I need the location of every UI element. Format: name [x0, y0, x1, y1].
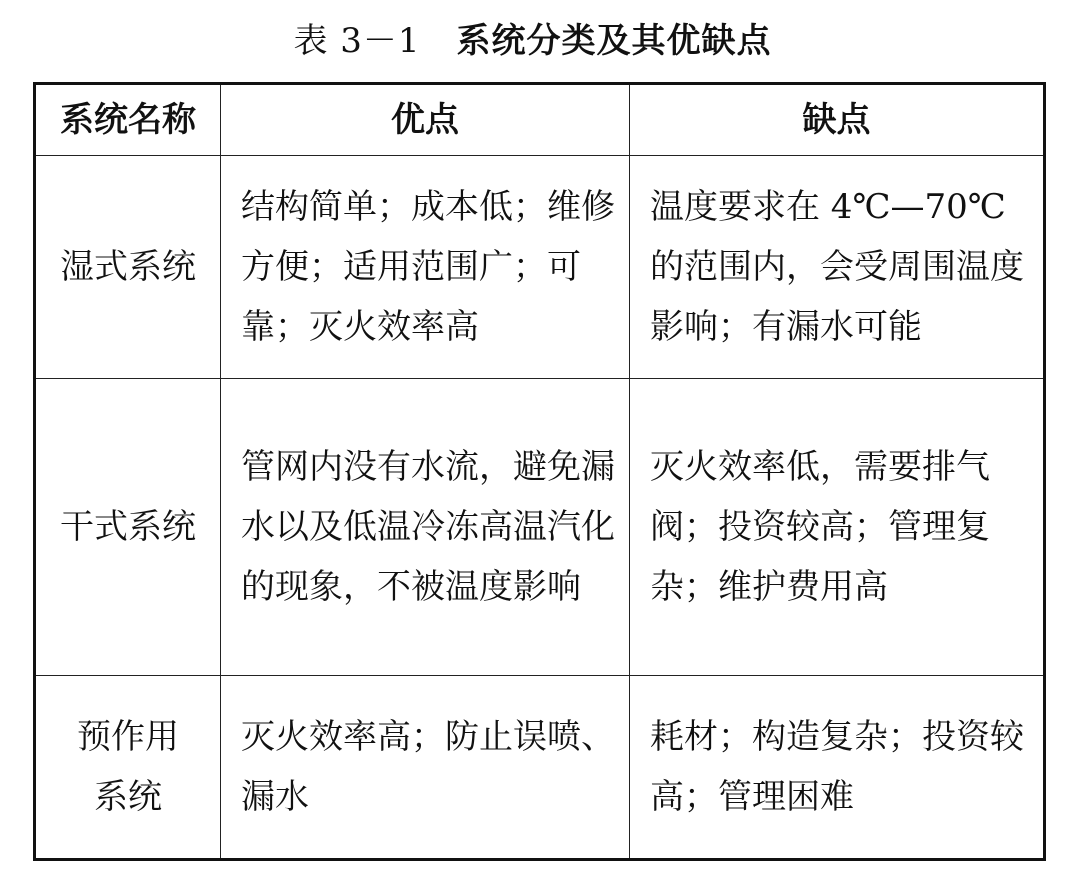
comparison-table — [33, 82, 1046, 861]
advantages-cell: 管网内没有水流，避免漏水以及低温冷冻高温汽化的现象，不被温度影响 — [221, 379, 630, 676]
disadvantages-cell: 耗材；构造复杂；投资较高；管理困难 — [630, 676, 1045, 860]
table-title: 系统分类及其优缺点 — [456, 21, 772, 61]
header-row — [35, 84, 1045, 156]
disadvantages-cell: 温度要求在 4℃—70℃的范围内，会受周围温度影响；有漏水可能 — [630, 156, 1045, 379]
table-caption — [0, 18, 1065, 64]
advantages-cell: 灭火效率高；防止误喷、漏水 — [221, 676, 630, 860]
advantages-cell: 结构简单；成本低；维修方便；适用范围广；可靠；灭火效率高 — [221, 156, 630, 379]
table-number: 表 3－1 — [293, 21, 421, 61]
header-system-name: 系统名称 — [35, 84, 221, 156]
system-name-cell: 干式系统 — [35, 379, 221, 676]
header-disadvantages: 缺点 — [630, 84, 1045, 156]
table-row — [35, 676, 1045, 860]
header-advantages: 优点 — [221, 84, 630, 156]
table-row — [35, 156, 1045, 379]
system-name-cell: 预作用系统 — [35, 676, 221, 860]
table-row — [35, 379, 1045, 676]
disadvantages-cell: 灭火效率低，需要排气阀；投资较高；管理复杂；维护费用高 — [630, 379, 1045, 676]
system-name-cell: 湿式系统 — [35, 156, 221, 379]
